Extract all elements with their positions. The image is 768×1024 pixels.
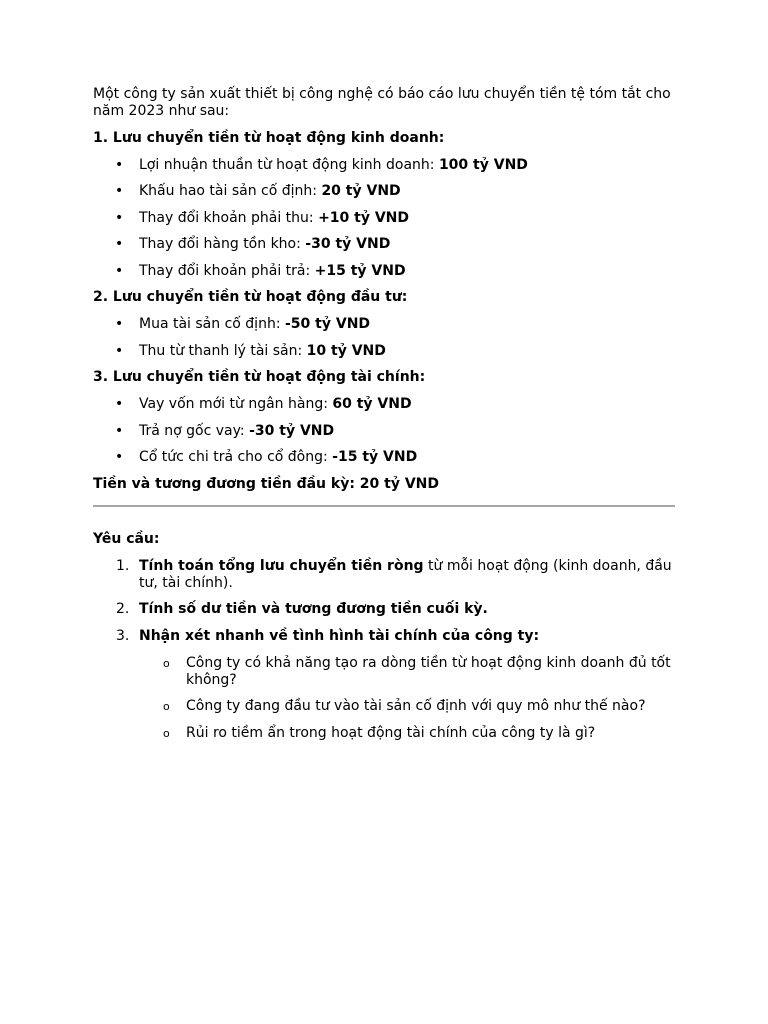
list-item: • Thay đổi khoản phải thu: +10 tỷ VND — [115, 209, 410, 226]
list-item: • Khấu hao tài sản cố định: 20 tỷ VND — [115, 183, 401, 199]
horizontal-divider — [93, 505, 675, 507]
sub-question-item: o Công ty đang đầu tư vào tài sản cố định với quy mô như thế nào? — [163, 698, 646, 714]
list-item: • Thay đổi hàng tồn kho: -30 tỷ VND — [115, 236, 391, 252]
circle-bullet-icon: o — [163, 656, 170, 670]
document-page — [93, 86, 675, 742]
list-item: • Lợi nhuận thuần từ hoạt động kinh doanh: 100 tỷ VND — [115, 156, 528, 173]
list-item: • Mua tài sản cố định: -50 tỷ VND — [115, 316, 371, 332]
list-item: • Cổ tức chi trả cho cổ đông: -15 tỷ VND — [115, 449, 418, 465]
list-item: • Vay vốn mới từ ngân hàng: 60 tỷ VND — [115, 396, 412, 412]
item-number: 2. — [116, 601, 130, 617]
bullet-icon: • — [115, 396, 124, 412]
sub-question-item: o Rủi ro tiềm ẩn trong hoạt động tài chính của công ty là gì? — [163, 724, 596, 741]
item-number: 1. — [116, 557, 130, 574]
bullet-icon: • — [115, 422, 124, 439]
bullet-icon: • — [115, 156, 124, 173]
requirements-list — [93, 558, 675, 742]
operating-list — [93, 157, 675, 280]
section-heading-financing: 3. Lưu chuyển tiền từ hoạt động tài chính: — [93, 369, 426, 385]
bullet-icon: • — [115, 209, 124, 226]
item-number: 3. — [116, 627, 130, 644]
bullet-icon: • — [115, 236, 124, 252]
sub-question-list — [139, 655, 675, 742]
requirement-item: 2. Tính số dư tiền và tương đương tiền cuối kỳ. — [116, 601, 488, 617]
bullet-icon: • — [115, 183, 124, 199]
bullet-icon: • — [115, 262, 124, 279]
section-heading-operating: 1. Lưu chuyển tiền từ hoạt động kinh doanh: — [93, 129, 445, 146]
intro-paragraph: Một công ty sản xuất thiết bị công nghệ có báo cáo lưu chuyển tiền tệ tóm tắt cho năm 2023 như sau: — [93, 86, 671, 119]
circle-bullet-icon: o — [163, 700, 170, 713]
section-heading-investing: 2. Lưu chuyển tiền từ hoạt động đầu tư: — [93, 289, 408, 305]
opening-balance: Tiền và tương đương tiền đầu kỳ: 20 tỷ VND — [93, 475, 440, 492]
requirements-title: Yêu cầu: — [93, 530, 160, 547]
financing-list — [93, 396, 675, 466]
bullet-icon: • — [115, 316, 124, 332]
bullet-icon: • — [115, 342, 124, 359]
list-item: • Thay đổi khoản phải trả: +15 tỷ VND — [115, 262, 406, 279]
bullet-icon: • — [115, 449, 124, 465]
list-item: • Trả nợ gốc vay: -30 tỷ VND — [115, 422, 335, 439]
investing-list — [93, 316, 675, 360]
circle-bullet-icon: o — [163, 726, 170, 740]
sub-question-item: o Công ty có khả năng tạo ra dòng tiền từ hoạt động kinh doanh đủ tốt không? — [163, 654, 671, 688]
requirement-item: 3. Nhận xét nhanh về tình hình tài chính của công ty: o Công ty có khả năng tạo ra dòng tiền từ hoạt động kinh doanh đủ tốt không? o Công ty đang đầu tư vào tài sản cố định với quy mô như thế nào? o Rủi ro tiềm ẩn trong hoạt động tài chính của công ty là gì? — [93, 628, 675, 742]
requirement-item: 1. Tính toán tổng lưu chuyển tiền ròng từ mỗi hoạt động (kinh doanh, đầu tư, tài chính). — [116, 557, 672, 591]
list-item: • Thu từ thanh lý tài sản: 10 tỷ VND — [115, 342, 386, 359]
